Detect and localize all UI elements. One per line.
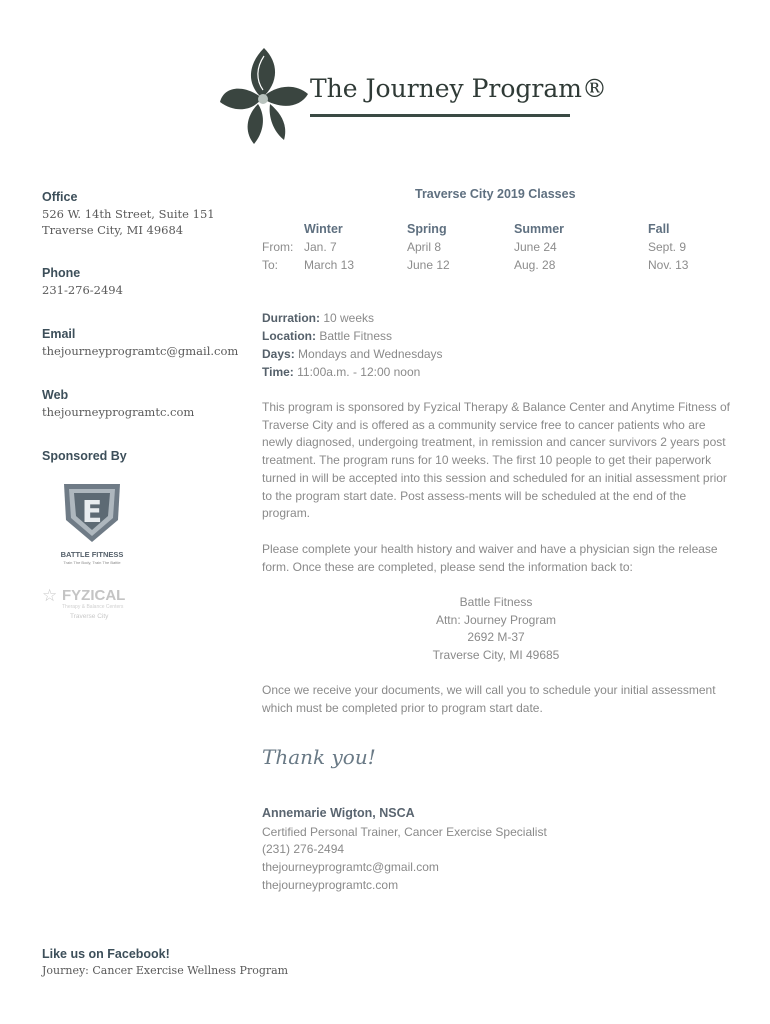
time-line: [262, 364, 730, 382]
days-label: Days:: [262, 347, 295, 361]
time-value: 11:00a.m. - 12:00 noon: [293, 365, 421, 379]
web-heading: Web: [42, 388, 69, 402]
summer-to: Aug. 28: [514, 258, 556, 272]
fall-to: Nov. 13: [648, 258, 689, 272]
classes-title: Traverse City 2019 Classes: [415, 187, 576, 201]
phone-number[interactable]: 231-276-2494: [42, 283, 123, 297]
signature-email[interactable]: thejourneyprogramtc@gmail.com: [262, 860, 439, 874]
from-label: From:: [262, 240, 294, 254]
fyzical-star-icon: ☆: [42, 586, 58, 605]
program-description: This program is sponsored by Fyzical Therapy & Balance Center and Anytime Fitness of Traverse City and is offered as a community service free to cancer patients who are newly diagnosed, undergoing treatment, in remission and cancer survivors 2 years post treatment. The program runs for 10 weeks. The first 10 people to get their paperwork turned in will be accepted into this session and scheduled for an initial assessment prior to the program start date. Post assess-ments will be scheduled at the end of the program.: [262, 400, 730, 521]
winter-from: Jan. 7: [304, 240, 337, 254]
battle-fitness-tagline: Train The Body, Train The Battle: [63, 560, 121, 565]
logo-underline: [310, 114, 570, 117]
facebook-page-link[interactable]: Journey: Cancer Exercise Wellness Program: [42, 964, 289, 977]
journey-logo: [218, 44, 607, 148]
battle-fitness-text: BATTLE FITNESS: [60, 550, 124, 559]
office-address-line1: 526 W. 14th Street, Suite 151: [42, 207, 215, 221]
fyzical-subtext: Therapy & Balance Centers: [62, 604, 124, 610]
mail-address-line4: Traverse City, MI 49685: [432, 648, 560, 662]
season-summer: Summer: [514, 222, 565, 236]
instructions-paragraph: Please complete your health history and waiver and have a physician sign the release form. Once these are completed, please send the information back to:: [262, 542, 718, 574]
days-value: Mondays and Wednesdays: [294, 347, 443, 361]
phone-heading: Phone: [42, 266, 81, 280]
winter-to: March 13: [304, 258, 355, 272]
mail-address-line3: 2692 M-37: [467, 630, 525, 644]
fall-from: Sept. 9: [648, 240, 687, 254]
trillium-flower-icon: [218, 44, 310, 148]
season-fall: Fall: [648, 222, 670, 236]
web-link[interactable]: thejourneyprogramtc.com: [42, 405, 195, 419]
summer-from: June 24: [514, 240, 557, 254]
sponsored-heading: Sponsored By: [42, 449, 127, 463]
mail-address-line1: Battle Fitness: [459, 595, 533, 609]
fyzical-city: Traverse City: [70, 613, 109, 620]
season-spring: Spring: [407, 222, 447, 236]
location-line: [262, 328, 730, 346]
duration-line: [262, 310, 730, 328]
fyzical-logo: [42, 586, 142, 626]
location-label: Location:: [262, 329, 316, 343]
signature-title: Certified Personal Trainer, Cancer Exercise Specialist: [262, 825, 547, 839]
season-winter: Winter: [304, 222, 343, 236]
signature-phone[interactable]: (231) 276-2494: [262, 842, 345, 856]
logo-title: The Journey Program®: [310, 74, 607, 103]
to-label: To:: [262, 258, 279, 272]
location-value: Battle Fitness: [316, 329, 393, 343]
duration-value: 10 weeks: [320, 311, 375, 325]
signature-name: Annemarie Wigton, NSCA: [262, 806, 415, 820]
time-label: Time:: [262, 365, 294, 379]
signature-web[interactable]: thejourneyprogramtc.com: [262, 878, 399, 892]
battle-fitness-logo: [52, 480, 132, 570]
fyzical-text: FYZICAL: [62, 587, 126, 604]
svg-text:E: E: [81, 495, 103, 530]
email-link[interactable]: thejourneyprogramtc@gmail.com: [42, 344, 239, 358]
duration-label: Durration:: [262, 311, 320, 325]
followup-paragraph: Once we receive your documents, we will call you to schedule your initial assessment which must be completed prior to program start date.: [262, 683, 716, 715]
spring-to: June 12: [407, 258, 450, 272]
email-heading: Email: [42, 327, 76, 341]
office-heading: Office: [42, 190, 78, 204]
spring-from: April 8: [407, 240, 442, 254]
facebook-heading: Like us on Facebook!: [42, 947, 170, 961]
battle-shield-icon: [60, 480, 124, 546]
days-line: [262, 346, 730, 364]
thank-you: Thank you!: [262, 745, 376, 769]
office-address-line2: Traverse City, MI 49684: [42, 223, 184, 237]
mail-address-line2: Attn: Journey Program: [435, 613, 557, 627]
